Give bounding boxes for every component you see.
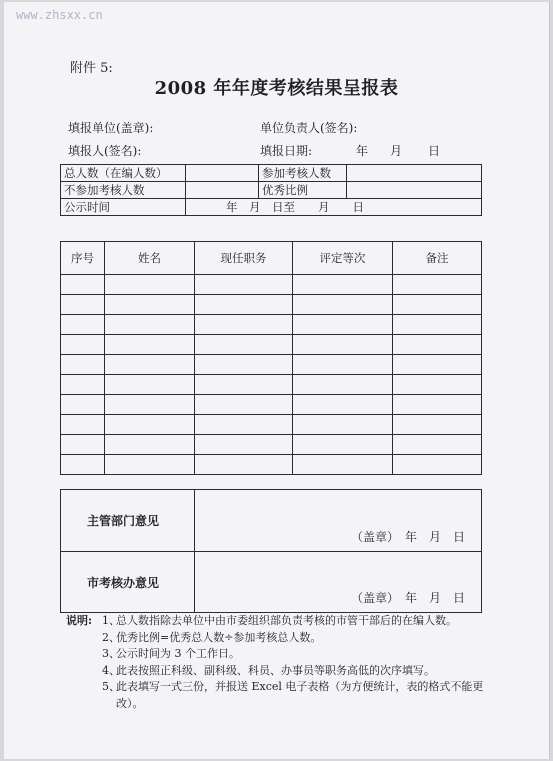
total-staff-label: 总人数（在编人数） [61,165,186,182]
table-cell [61,435,105,455]
table-cell [393,375,482,395]
table-cell [195,275,293,295]
excellent-ratio-label: 优秀比例 [259,182,347,199]
table-cell [195,355,293,375]
note-text: 优秀比例=优秀总人数÷参加考核总人数。 [116,630,322,644]
note-text: 总人数指除去单位中由市委组织部负责考核的市管干部后的在编人数。 [116,614,457,627]
dept-opinion-section [60,489,482,552]
table-cell [393,415,482,435]
table-cell [105,335,195,355]
list-item [66,630,496,647]
note-number: 4、 [102,663,120,677]
table-cell [61,455,105,475]
table-row [61,165,482,182]
watermark: www.zhsxx.cn [16,8,103,22]
table-cell [105,395,195,415]
table-cell [393,295,482,315]
date-field-label: 填报日期: [260,144,313,158]
table-cell [61,335,105,355]
table-cell [105,355,195,375]
table-cell [105,375,195,395]
attachment-label: 附件 5: [70,61,113,76]
table-cell [105,315,195,335]
office-opinion-section [60,551,482,613]
table-cell [293,395,393,415]
note-text: 公示时间为 3 个工作日。 [116,647,240,660]
table-cell [293,335,393,355]
table-cell [195,375,293,395]
table-cell [105,435,195,455]
excellent-ratio-value [347,182,482,199]
note-text: 此表填写一式三份，并报送 Excel 电子表格（为方便统计，表的格式不能更改）。 [116,680,484,710]
note-number: 1、 [102,614,120,627]
table-cell [393,335,482,355]
table-cell [61,415,105,435]
header-cell: 备注 [393,242,482,275]
dept-stamp-date: （盖章） 年 月 日 [350,530,465,544]
unit-field-label: 填报单位(盖章): [68,121,154,135]
date-day: 日 [428,144,441,158]
table-cell [61,315,105,335]
results-table [60,241,482,475]
table-cell [195,395,293,415]
document-page [4,2,550,759]
dept-opinion-label: 主管部门意见 [61,490,195,552]
list-item [66,613,496,630]
dept-opinion-box [195,490,482,552]
table-cell [293,415,393,435]
table-cell [293,355,393,375]
table-row [61,295,482,315]
header-cell: 姓名 [105,242,195,275]
table-cell [393,315,482,335]
note-number: 2、 [102,630,120,644]
table-cell [393,355,482,375]
notes-heading: 说明: [66,614,93,627]
table-cell [105,415,195,435]
note-number: 3、 [102,647,120,660]
participants-label: 参加考核人数 [259,165,347,182]
date-year: 年 [356,144,369,158]
table-row [61,182,482,199]
table-cell [61,375,105,395]
table-cell [195,455,293,475]
table-cell [195,315,293,335]
publicity-time-range: 年 月 日至 月 日 [186,199,482,216]
table-row [61,199,482,216]
table-row [61,375,482,395]
office-opinion-label: 市考核办意见 [61,552,195,613]
table-cell [105,455,195,475]
page-title: 2008 年年度考核结果呈报表 [154,78,399,99]
header-cell: 现任职务 [195,242,293,275]
table-cell [393,395,482,415]
table-row [61,455,482,475]
table-cell [195,435,293,455]
table-cell [293,455,393,475]
table-cell [61,275,105,295]
table-row [61,415,482,435]
table-cell [293,275,393,295]
participants-value [347,165,482,182]
header-cell: 序号 [61,242,105,275]
table-cell [61,295,105,315]
table-cell [195,295,293,315]
table-row [61,315,482,335]
table-header-row [61,242,482,275]
table-cell [105,295,195,315]
table-row [61,355,482,375]
table-cell [61,355,105,375]
table-row [61,395,482,415]
leader-field-label: 单位负责人(签名): [260,121,358,135]
table-cell [293,435,393,455]
reporter-field-label: 填报人(签名): [68,144,142,158]
list-item [66,679,496,712]
header-cell: 评定等次 [293,242,393,275]
table-cell [105,275,195,295]
non-participants-value [186,182,259,199]
table-cell [61,395,105,415]
office-stamp-date: （盖章） 年 月 日 [350,591,465,605]
date-month: 月 [390,144,403,158]
list-item [66,663,496,680]
table-row [61,275,482,295]
table-cell [195,415,293,435]
publicity-time-label: 公示时间 [61,199,186,216]
table-cell [293,315,393,335]
notes-section [66,613,496,712]
note-text: 此表按照正科级、副科级、科员、办事员等职务高低的次序填写。 [116,663,435,677]
table-cell [293,375,393,395]
table-row [61,435,482,455]
table-cell [393,435,482,455]
table-cell [393,455,482,475]
list-item [66,646,496,663]
summary-info-table [60,164,482,216]
table-row [61,335,482,355]
table-cell [393,275,482,295]
table-cell [293,295,393,315]
office-opinion-box [195,552,482,613]
non-participants-label: 不参加考核人数 [61,182,186,199]
table-cell [195,335,293,355]
total-staff-value [186,165,259,182]
note-number: 5、 [102,680,120,693]
